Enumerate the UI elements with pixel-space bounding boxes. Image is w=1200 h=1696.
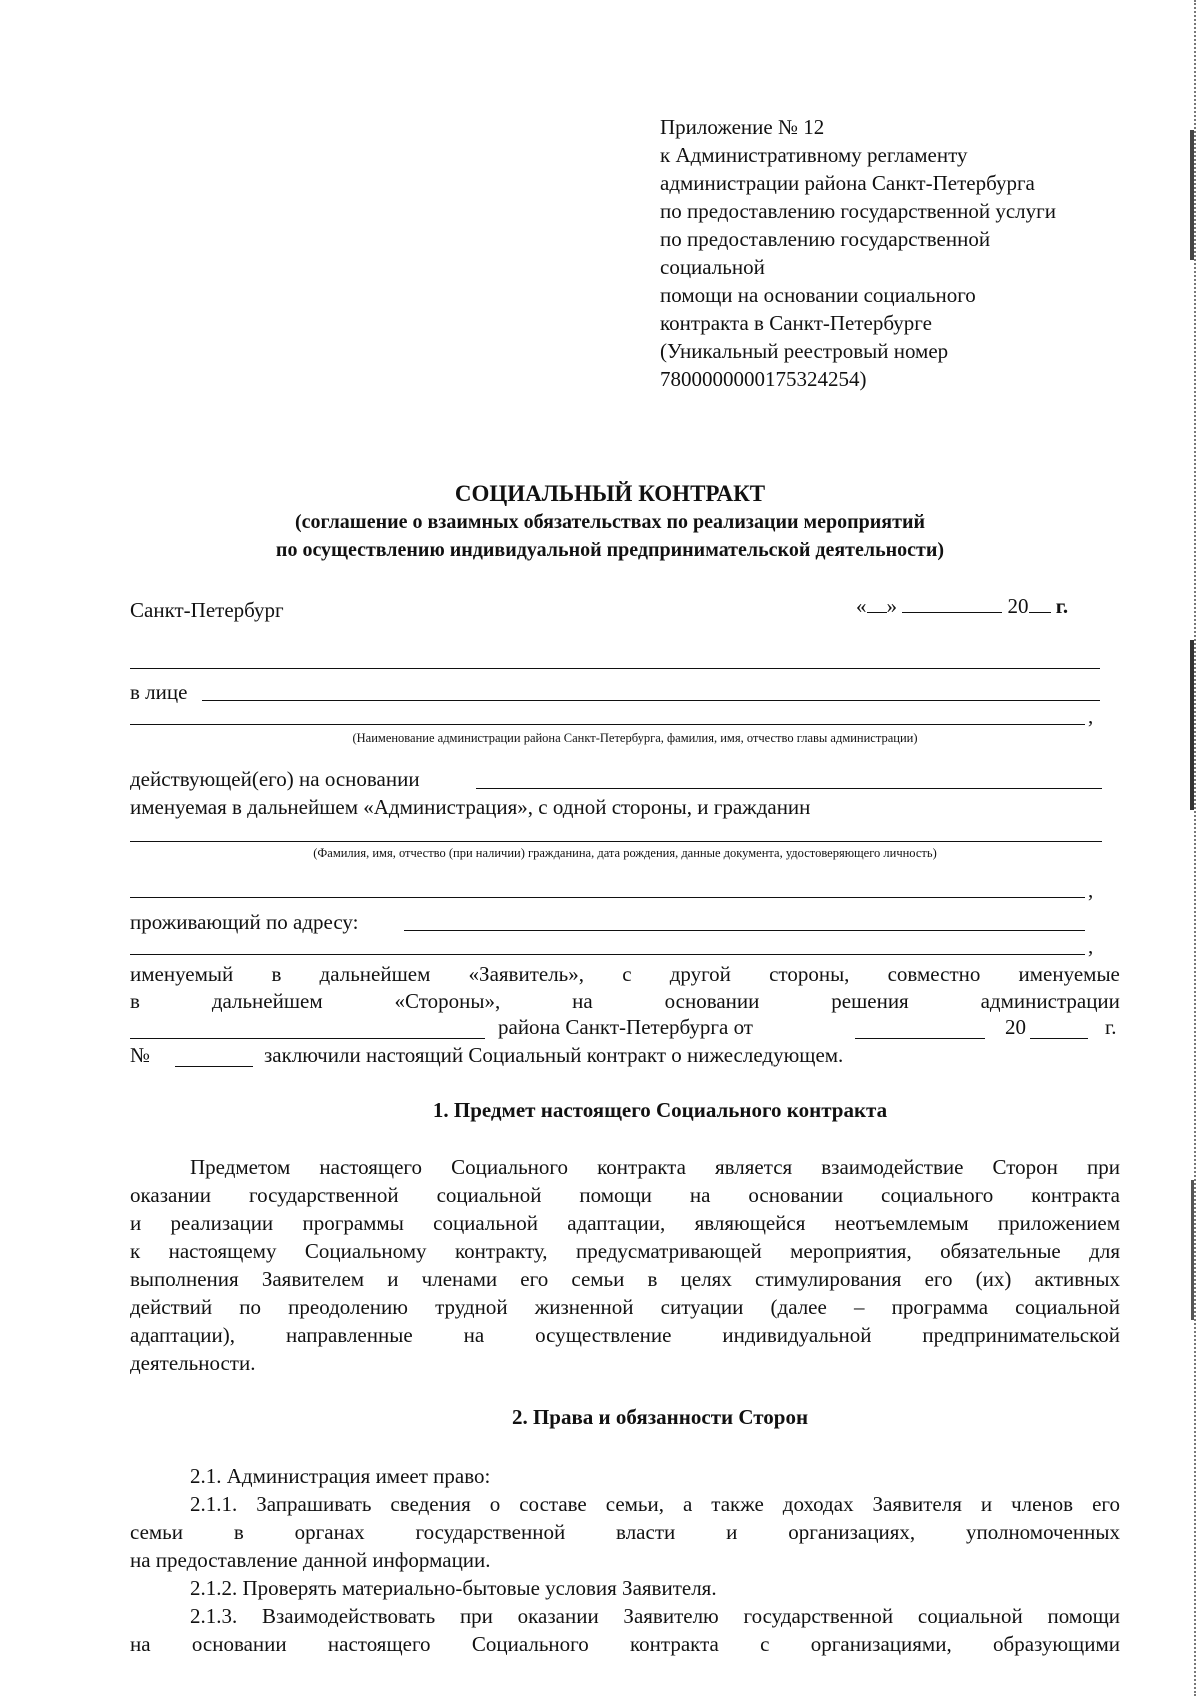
paragraph-line: 2.1.3. Взаимодействовать при оказании Заявителю государственной социальной помощи [190,1604,1120,1628]
citizen-line[interactable] [130,841,1102,842]
year-prefix: 20 [1007,594,1029,618]
decision-number-line[interactable] [175,1066,253,1067]
section-1-paragraph [130,1153,1120,1377]
parties-line-2 [130,987,1120,1015]
address-line-2[interactable] [130,954,1085,955]
decision-date-line[interactable] [855,1038,985,1039]
in-person-label: в лице [130,680,188,704]
scan-edge-mark [1190,640,1194,810]
appendix-line: помощи на основании социального [660,283,976,307]
appendix-line: (Уникальный реестровый номер [660,339,949,363]
admin-caption: (Наименование администрации района Санкт-Петербурга, фамилия, имя, отчество главы администрации) [352,731,918,745]
concluded-text: заключили настоящий Социальный контракт о нижеследующем. [264,1043,844,1067]
decision-year-suffix: г. [1105,1015,1117,1039]
date-close-quote: » [886,594,897,618]
paragraph-line: семьи в органах государственной власти и организациях, уполномоченных [130,1520,1120,1544]
acting-basis-label: действующей(его) на основании [130,767,420,791]
citizen-line-2[interactable] [130,897,1085,898]
paragraph-line: 2.1.2. Проверять материально-бытовые условия Заявителя. [190,1576,717,1600]
word: администрации [980,989,1120,1013]
scan-edge-line [1194,0,1196,1696]
parties-line-1 [130,960,1120,988]
district-text: района Санкт-Петербурга от [498,1015,753,1039]
admin-head-line[interactable] [130,724,1085,725]
paragraph-line: выполнения Заявителем и членами его семьи в целях стимулирования его (их) активных [130,1267,1120,1291]
acting-basis-line[interactable] [476,788,1102,789]
address-line[interactable] [404,930,1085,931]
word: в [271,962,282,986]
comma: , [1088,934,1094,958]
date-block [856,592,1068,620]
word: «Стороны», [394,989,501,1013]
paragraph-line: 2.1. Администрация имеет право: [190,1464,491,1488]
appendix-line: социальной [660,255,765,279]
appendix-line: по предоставлению государственной услуги [660,199,1056,223]
word: дальнейшем [211,989,323,1013]
comma: , [1088,878,1094,902]
appendix-line: к Административному регламенту [660,143,968,167]
paragraph-line: на предоставление данной информации. [130,1548,491,1572]
document-subtitle-line1: (соглашение о взаимных обязательствах по реализации мероприятий [294,511,925,533]
word: совместно [887,962,981,986]
date-open-quote: « [856,594,867,618]
year-suffix: г. [1055,594,1069,618]
citizen-caption: (Фамилия, имя, отчество (при наличии) гражданина, дата рождения, данные документа, удостоверяющего личность) [313,846,937,860]
in-person-line[interactable] [202,700,1100,701]
paragraph-line: действий по преодолению трудной жизненной ситуации (далее – программа социальной [130,1295,1120,1319]
paragraph-line: деятельности. [130,1351,256,1375]
word: на [572,989,593,1013]
city-label: Санкт-Петербург [130,598,284,622]
document-title: СОЦИАЛЬНЫЙ КОНТРАКТ [454,481,766,506]
month-field[interactable] [902,594,1002,613]
word: основании [664,989,760,1013]
district-name-line[interactable] [130,1038,485,1039]
day-field[interactable] [867,594,887,613]
word: «Заявитель», [468,962,585,986]
word: дальнейшем [319,962,431,986]
scan-edge-mark [1191,1180,1194,1320]
appendix-line: администрации района Санкт-Петербурга [660,171,1035,195]
decision-year-line[interactable] [1030,1038,1088,1039]
paragraph-line: Предметом настоящего Социального контракта является взаимодействие Сторон при [190,1155,1120,1179]
paragraph-line: к настоящему Социальному контракту, предусматривающей мероприятия, обязательные для [130,1239,1120,1263]
document-subtitle-line2: по осуществлению индивидуальной предпринимательской деятельности) [275,539,945,561]
word: именуемый [130,962,234,986]
word: решения [831,989,909,1013]
paragraph-line: и реализации программы социальной адаптации, являющейся неотъемлемым приложением [130,1211,1120,1235]
year-field[interactable] [1029,594,1051,613]
word: с [622,962,632,986]
scan-edge-mark [1190,130,1194,260]
appendix-line: контракта в Санкт-Петербурге [660,311,932,335]
section-1-heading: 1. Предмет настоящего Социального контракта [432,1098,888,1122]
decision-year-prefix: 20 [1005,1015,1026,1039]
admin-name-line[interactable] [130,668,1100,669]
appendix-line: 7800000000175324254) [660,367,867,391]
paragraph-line: 2.1.1. Запрашивать сведения о составе семьи, а также доходах Заявителя и членов его [190,1492,1120,1516]
section-2-heading: 2. Права и обязанности Сторон [511,1405,809,1429]
appendix-line: Приложение № 12 [660,115,825,139]
appendix-block [660,113,1130,393]
word: другой [669,962,731,986]
paragraph-line: адаптации), направленные на осуществление индивидуальной предпринимательской [130,1323,1120,1347]
hereinafter-admin-text: именуемая в дальнейшем «Администрация», с одной стороны, и гражданин [130,795,811,819]
number-sign: № [130,1043,151,1067]
word: именуемые [1018,962,1120,986]
comma: , [1088,704,1094,728]
section-2-paragraph [130,1462,1120,1658]
address-label: проживающий по адресу: [130,910,359,934]
paragraph-line: на основании настоящего Социального контракта с организациями, образующими [130,1632,1120,1656]
word: стороны, [769,962,850,986]
appendix-line: по предоставлению государственной [660,227,991,251]
word: в [130,989,140,1013]
paragraph-line: оказании государственной социальной помощи на основании социального контракта [130,1183,1120,1207]
